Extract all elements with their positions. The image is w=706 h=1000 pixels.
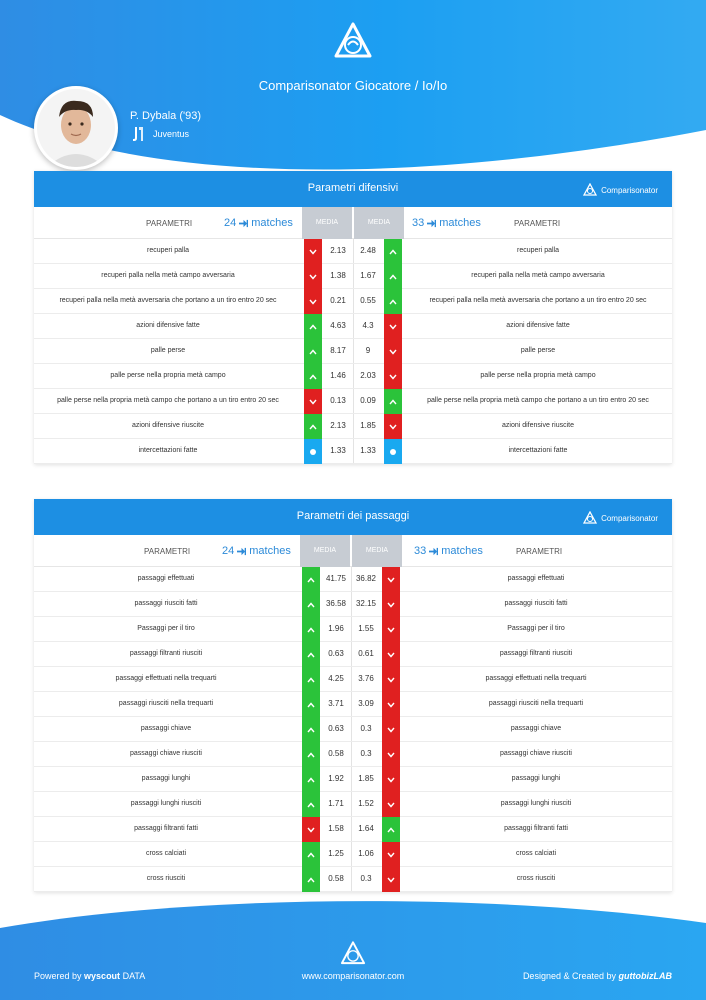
powered-suffix: DATA — [122, 971, 146, 981]
right-value: 0.3 — [360, 724, 372, 733]
right-value: 1.33 — [360, 446, 376, 455]
guttobizlab-logo: guttobizLAB — [618, 971, 672, 981]
right-param-name: passaggi effettuati nella trequarti — [485, 675, 587, 682]
brand-label: Comparisonator — [601, 513, 658, 523]
site-link[interactable]: www.comparisonator.com — [301, 971, 405, 981]
right-chevron-down-icon — [384, 364, 402, 389]
left-value: 1.96 — [328, 624, 344, 633]
left-matches-count: 24 — [224, 217, 237, 229]
right-param-name: recuperi palla — [516, 247, 560, 254]
right-value: 1.85 — [360, 421, 376, 430]
right-value: 1.06 — [358, 849, 374, 858]
right-param-name: intercettazioni fatte — [508, 447, 568, 454]
left-chevron-down-icon — [304, 264, 322, 289]
comparisonator-logo-icon — [333, 22, 373, 62]
right-param-name: passaggi effettuati — [507, 575, 565, 582]
right-param-name: cross riusciti — [516, 875, 556, 882]
left-value: 0.21 — [330, 296, 346, 305]
left-param-name: passaggi chiave — [140, 725, 192, 732]
table-row — [34, 817, 672, 842]
left-value: 41.75 — [325, 574, 347, 583]
table-row — [34, 742, 672, 767]
left-param-name: cross calciati — [145, 850, 187, 857]
sign-in-arrow-icon — [239, 219, 248, 228]
right-chevron-down-icon — [382, 642, 400, 667]
comparisonator-small-icon — [583, 183, 597, 197]
left-chevron-up-icon — [304, 414, 322, 439]
right-value: 32.15 — [355, 599, 377, 608]
left-param-name: cross riusciti — [146, 875, 186, 882]
left-chevron-up-icon — [304, 364, 322, 389]
left-chevron-up-icon — [302, 767, 320, 792]
left-value: 8.17 — [330, 346, 346, 355]
brand-label: Comparisonator — [601, 185, 658, 195]
right-value: 36.82 — [355, 574, 377, 583]
section-header — [34, 171, 672, 207]
left-chevron-down-icon — [304, 289, 322, 314]
right-param-name: passaggi riusciti nella trequarti — [488, 700, 584, 707]
table-row — [34, 414, 672, 439]
left-param-name: passaggi effettuati nella trequarti — [115, 675, 217, 682]
left-matches — [224, 217, 293, 229]
right-param-name: palle perse nella propria metà campo che portano a un tiro entro 20 sec — [427, 397, 649, 404]
left-chevron-up-icon — [302, 867, 320, 892]
right-value: 1.64 — [358, 824, 374, 833]
left-param-name: palle perse — [150, 347, 186, 354]
right-value: 1.52 — [358, 799, 374, 808]
left-value: 0.58 — [328, 749, 344, 758]
table-row — [34, 617, 672, 642]
right-param-name: azioni difensive riuscite — [502, 422, 574, 429]
table-row — [34, 389, 672, 414]
designed-label: Designed & Created by — [522, 971, 616, 981]
left-value: 1.71 — [328, 799, 344, 808]
left-equal-dot-icon — [304, 439, 322, 464]
right-value: 1.55 — [358, 624, 374, 633]
right-chevron-up-icon — [384, 389, 402, 414]
right-param-name: passaggi lunghi riusciti — [500, 800, 572, 807]
right-matches-word: matches — [441, 545, 483, 557]
left-value: 1.25 — [328, 849, 344, 858]
right-chevron-down-icon — [384, 314, 402, 339]
sign-in-arrow-icon — [427, 219, 436, 228]
right-value: 1.85 — [358, 774, 374, 783]
left-chevron-down-icon — [304, 239, 322, 264]
right-matches-word: matches — [439, 217, 481, 229]
right-value: 0.3 — [360, 749, 372, 758]
left-media-header: MEDIA — [300, 535, 350, 567]
right-chevron-down-icon — [384, 339, 402, 364]
brand-badge — [583, 183, 658, 197]
table-row — [34, 339, 672, 364]
right-value: 2.48 — [360, 246, 376, 255]
left-matches-count: 24 — [222, 545, 235, 557]
left-param-name: passaggi lunghi — [141, 775, 191, 782]
right-chevron-down-icon — [382, 717, 400, 742]
left-param-name: palle perse nella propria metà campo — [110, 372, 226, 379]
right-param-name: cross calciati — [515, 850, 557, 857]
right-chevron-up-icon — [382, 817, 400, 842]
left-value: 1.58 — [328, 824, 344, 833]
juventus-logo-icon — [132, 126, 144, 142]
left-param-name: passaggi lunghi riusciti — [130, 800, 202, 807]
right-matches — [412, 217, 481, 229]
left-param-name: palle perse nella propria metà campo che portano a un tiro entro 20 sec — [57, 397, 279, 404]
right-chevron-down-icon — [382, 867, 400, 892]
right-chevron-up-icon — [384, 264, 402, 289]
player-avatar — [34, 86, 118, 170]
left-param-name: intercettazioni fatte — [138, 447, 198, 454]
page-title: Comparisonator Giocatore / Io/Io — [258, 78, 448, 93]
right-chevron-down-icon — [382, 592, 400, 617]
left-matches-word: matches — [251, 217, 293, 229]
right-param-name: palle perse nella propria metà campo — [480, 372, 596, 379]
left-chevron-up-icon — [302, 667, 320, 692]
right-media-header: MEDIA — [354, 207, 404, 239]
table-row — [34, 667, 672, 692]
right-chevron-down-icon — [382, 567, 400, 592]
left-param-name: azioni difensive fatte — [136, 322, 200, 329]
left-param-name: passaggi effettuati — [137, 575, 195, 582]
wyscout-logo: wyscout — [84, 971, 121, 981]
right-equal-dot-icon — [384, 439, 402, 464]
right-param-name: passaggi filtranti riusciti — [499, 650, 573, 657]
right-matches-count: 33 — [412, 217, 425, 229]
left-value: 1.38 — [330, 271, 346, 280]
defensive-section — [34, 171, 672, 464]
left-param-name: azioni difensive riuscite — [132, 422, 204, 429]
section-title: Parametri difensivi — [307, 182, 399, 194]
table-row — [34, 642, 672, 667]
right-matches — [414, 545, 483, 557]
comparisonator-small-icon — [583, 511, 597, 525]
right-value: 0.3 — [360, 874, 372, 883]
left-value: 2.13 — [330, 421, 346, 430]
table-row — [34, 439, 672, 464]
left-chevron-up-icon — [302, 717, 320, 742]
left-param-label: PARAMETRI — [144, 547, 191, 556]
sign-in-arrow-icon — [429, 547, 438, 556]
team-name: Juventus — [153, 129, 190, 139]
table-row — [34, 692, 672, 717]
left-value: 0.13 — [330, 396, 346, 405]
right-param-name: recuperi palla nella metà avversaria che portano a un tiro entro 20 sec — [429, 297, 647, 304]
section-header — [34, 499, 672, 535]
right-value: 3.76 — [358, 674, 374, 683]
passing-section — [34, 499, 672, 892]
right-value: 9 — [365, 346, 371, 355]
left-matches — [222, 545, 291, 557]
table-row — [34, 567, 672, 592]
right-param-name: passaggi filtranti fatti — [504, 825, 568, 832]
right-chevron-up-icon — [384, 289, 402, 314]
player-photo — [37, 89, 115, 167]
right-chevron-down-icon — [382, 692, 400, 717]
right-param-name: recuperi palla nella metà campo avversaria — [471, 272, 605, 279]
comparisonator-footer-logo-icon — [340, 941, 366, 967]
passing-rows — [34, 567, 672, 892]
left-param-name: recuperi palla nella metà campo avversaria — [101, 272, 235, 279]
right-chevron-down-icon — [382, 842, 400, 867]
right-matches-count: 33 — [414, 545, 427, 557]
left-chevron-up-icon — [302, 617, 320, 642]
right-media-header: MEDIA — [352, 535, 402, 567]
right-param-name: passaggi chiave riusciti — [500, 750, 572, 757]
table-row — [34, 314, 672, 339]
right-value: 0.09 — [360, 396, 376, 405]
right-chevron-down-icon — [382, 667, 400, 692]
designed-by — [523, 971, 672, 981]
left-value: 1.46 — [330, 371, 346, 380]
left-chevron-down-icon — [302, 817, 320, 842]
table-row — [34, 239, 672, 264]
table-row — [34, 842, 672, 867]
left-chevron-up-icon — [302, 842, 320, 867]
left-matches-word: matches — [249, 545, 291, 557]
left-param-name: passaggi riusciti fatti — [134, 600, 198, 607]
right-value: 3.09 — [358, 699, 374, 708]
left-param-name: Passaggi per il tiro — [137, 625, 195, 632]
left-value: 4.63 — [330, 321, 346, 330]
left-value: 4.25 — [328, 674, 344, 683]
left-param-name: passaggi riusciti nella trequarti — [118, 700, 214, 707]
defensive-rows — [34, 239, 672, 464]
right-value: 2.03 — [360, 371, 376, 380]
left-param-name: recuperi palla nella metà avversaria che portano a un tiro entro 20 sec — [59, 297, 277, 304]
left-value: 0.58 — [328, 874, 344, 883]
right-chevron-up-icon — [384, 239, 402, 264]
column-header — [34, 535, 672, 567]
powered-prefix: Powered by — [34, 971, 82, 981]
left-value: 36.58 — [325, 599, 347, 608]
table-row — [34, 792, 672, 817]
right-chevron-down-icon — [382, 617, 400, 642]
left-value: 0.63 — [328, 649, 344, 658]
right-param-name: palle perse — [520, 347, 556, 354]
left-param-name: passaggi filtranti fatti — [134, 825, 198, 832]
left-param-name: recuperi palla — [146, 247, 190, 254]
left-value: 1.92 — [328, 774, 344, 783]
left-value: 2.13 — [330, 246, 346, 255]
left-param-name: passaggi chiave riusciti — [130, 750, 202, 757]
right-chevron-down-icon — [382, 767, 400, 792]
table-row — [34, 364, 672, 389]
right-param-name: passaggi chiave — [510, 725, 562, 732]
left-chevron-up-icon — [304, 314, 322, 339]
left-value: 0.63 — [328, 724, 344, 733]
brand-badge — [583, 511, 658, 525]
column-header — [34, 207, 672, 239]
right-param-name: Passaggi per il tiro — [507, 625, 565, 632]
table-row — [34, 592, 672, 617]
table-row — [34, 867, 672, 892]
left-chevron-up-icon — [302, 642, 320, 667]
left-value: 1.33 — [330, 446, 346, 455]
right-chevron-down-icon — [382, 742, 400, 767]
left-chevron-up-icon — [302, 742, 320, 767]
table-row — [34, 767, 672, 792]
left-chevron-up-icon — [302, 567, 320, 592]
left-chevron-up-icon — [302, 592, 320, 617]
right-chevron-down-icon — [384, 414, 402, 439]
left-media-header: MEDIA — [302, 207, 352, 239]
table-row — [34, 289, 672, 314]
right-chevron-down-icon — [382, 792, 400, 817]
left-chevron-up-icon — [302, 792, 320, 817]
left-chevron-up-icon — [304, 339, 322, 364]
left-value: 3.71 — [328, 699, 344, 708]
right-param-name: passaggi lunghi — [511, 775, 561, 782]
right-value: 0.61 — [358, 649, 374, 658]
right-param-name: passaggi riusciti fatti — [504, 600, 568, 607]
sign-in-arrow-icon — [237, 547, 246, 556]
right-value: 0.55 — [360, 296, 376, 305]
section-title: Parametri dei passaggi — [296, 510, 410, 522]
table-row — [34, 264, 672, 289]
left-param-label: PARAMETRI — [146, 219, 193, 228]
left-chevron-up-icon — [302, 692, 320, 717]
right-param-label: PARAMETRI — [514, 219, 561, 228]
left-chevron-down-icon — [304, 389, 322, 414]
player-name: P. Dybala ('93) — [130, 110, 201, 122]
left-param-name: passaggi filtranti riusciti — [129, 650, 203, 657]
right-value: 1.67 — [360, 271, 376, 280]
right-param-label: PARAMETRI — [516, 547, 563, 556]
table-row — [34, 717, 672, 742]
right-value: 4.3 — [362, 321, 374, 330]
right-param-name: azioni difensive fatte — [506, 322, 570, 329]
